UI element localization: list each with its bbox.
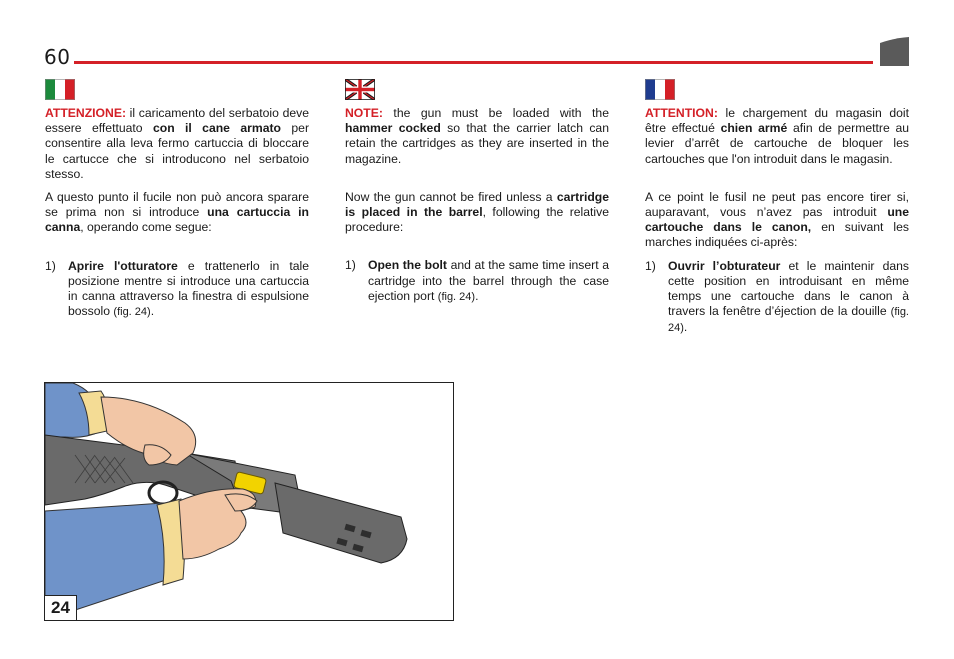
figure-24 — [44, 382, 454, 621]
corner-tab-icon — [880, 37, 909, 66]
note-emphasis: chien armé — [720, 121, 788, 136]
note-label: ATTENZIONE: — [45, 106, 127, 120]
note-text: so that the carrier latch can retain the cartridges as they are inserted in the magazine. — [345, 121, 609, 166]
note-text: the gun must be loaded with the — [382, 106, 609, 120]
step-end: . — [150, 304, 155, 319]
note-text: le chargement du magasin doit être effectué — [645, 106, 909, 136]
step-end: . — [475, 288, 479, 303]
italy-flag-icon — [45, 79, 75, 100]
step-emphasis: Open the bolt — [368, 258, 447, 273]
step-1 — [345, 258, 609, 305]
note-label: ATTENTION: — [645, 106, 718, 120]
page-number: 60 — [44, 45, 71, 69]
france-flag-icon — [645, 79, 675, 100]
step-emphasis: Ouvrir l’obturateur — [668, 258, 781, 273]
intro-text: , operando come segue: — [80, 220, 212, 235]
note-text: afin de permettre au levier d’arrêt de cartouche de bloquer les cartouches que l'on introduit dans le magasin. — [645, 121, 909, 166]
uk-flag-icon — [345, 79, 375, 100]
step-text: et le maintenir dans cette position en introduisant en même temps une cartouche dans le canon à travers la fenêtre d’éjection de la douille — [668, 258, 910, 319]
note-emphasis: hammer cocked — [345, 121, 441, 136]
figure-reference: (fig. 24) — [668, 306, 909, 335]
note-text: il caricamento del serbatoio deve essere effettuato — [45, 106, 309, 136]
figure-label: 24 — [45, 595, 77, 620]
intro-text: en suivant les marches indiquées ci-après: — [645, 220, 909, 250]
intro-paragraph — [645, 190, 909, 251]
intro-emphasis: une cartouche dans le canon, — [645, 205, 909, 235]
intro-text: A ce point le fusil ne peut pas encore tirer si, auparavant, vous n’avez pas introduit — [645, 189, 909, 220]
step-1 — [645, 259, 909, 337]
column-italian — [45, 106, 309, 320]
note-paragraph — [645, 106, 909, 167]
note-label: NOTE: — [345, 106, 383, 120]
intro-emphasis: una cartuccia in canna — [45, 205, 309, 235]
note-emphasis: con il cane armato — [152, 121, 281, 136]
note-paragraph — [45, 106, 309, 182]
note-paragraph — [345, 106, 609, 167]
intro-emphasis: cartridge is placed in the barrel — [345, 189, 609, 220]
column-french — [645, 106, 909, 337]
step-1 — [45, 259, 309, 321]
step-number: 1) — [45, 258, 56, 273]
intro-paragraph — [345, 190, 609, 236]
step-end: . — [683, 320, 688, 335]
intro-paragraph — [45, 190, 309, 236]
step-text: e trattenerlo in tale posizione mentre si introduce una cartuccia in canna attraverso la finestra di espulsione bossolo — [68, 258, 309, 319]
header-rule — [74, 61, 873, 64]
figure-reference: (fig. 24) — [113, 306, 151, 319]
step-number: 1) — [345, 258, 356, 273]
intro-text: , following the relative procedure: — [345, 205, 609, 235]
intro-text: A questo punto il fucile non può ancora sparare se prima non si introduce — [45, 190, 309, 220]
figure-reference: (fig. 24) — [437, 290, 476, 303]
hands-opening-bolt-illustration — [45, 383, 453, 620]
note-text: per consentire alla leva fermo cartuccia di bloccare le cartucce che si introducono nel serbatoio stesso. — [45, 121, 310, 181]
step-number: 1) — [645, 258, 656, 273]
column-english — [345, 106, 609, 305]
intro-text: Now the gun cannot be fired unless a — [345, 189, 557, 204]
step-emphasis: Aprire l'otturatore — [68, 258, 178, 273]
step-text: and at the same time insert a cartridge into the barrel through the case ejection port — [368, 258, 609, 303]
